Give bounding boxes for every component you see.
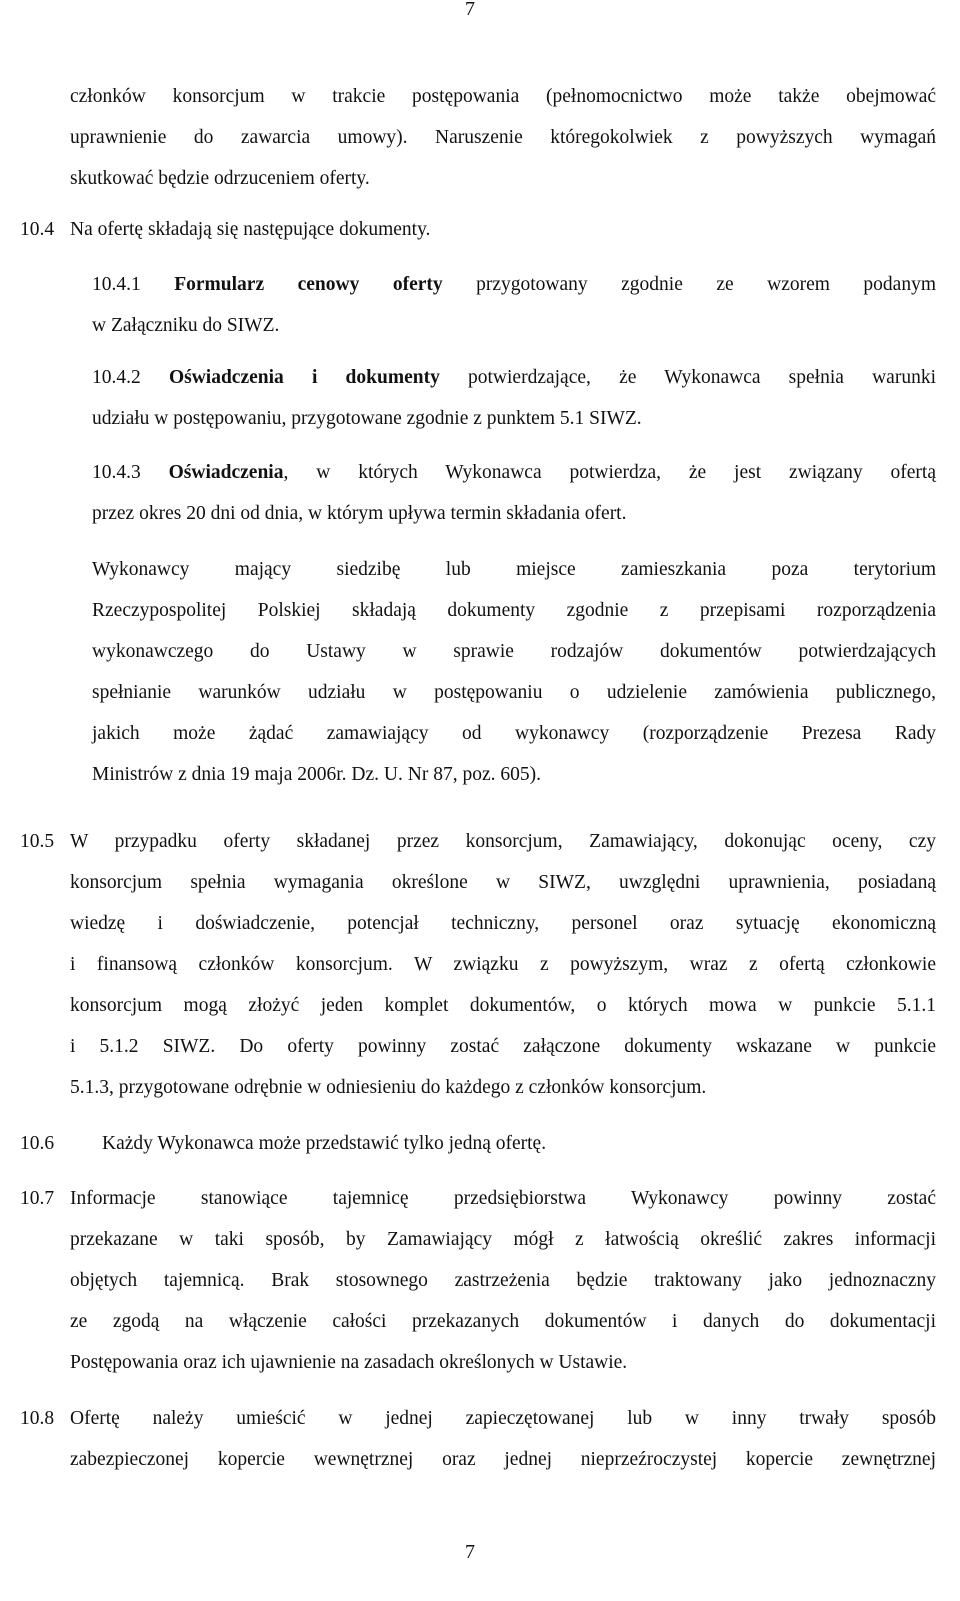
item-number: 10.4.2 — [92, 367, 141, 388]
text-line: Ofertę należy umieścić w jednej zapieczętowanej lub w inny trwały sposób — [70, 1408, 936, 1429]
text-line: ze zgodą na włączenie całości przekazanych dokumentów i danych do dokumentacji — [70, 1311, 936, 1332]
text-line: przekazane w taki sposób, by Zamawiający mógł z łatwością określić zakres informacji — [70, 1229, 936, 1250]
item-bold-title: Oświadczenia — [168, 462, 284, 483]
page-number-bottom: 7 — [465, 1541, 475, 1563]
section-text: Na ofertę składają się następujące dokumenty. — [70, 219, 431, 240]
section-number: 10.5 — [20, 831, 55, 852]
text-line: Ministrów z dnia 19 maja 2006r. Dz. U. Nr 87, poz. 605). — [92, 764, 541, 785]
item-10-4-2-line2: udziału w postępowaniu, przygotowane zgodnie z punktem 5.1 SIWZ. — [92, 408, 642, 429]
text-line: Wykonawcy mający siedzibę lub miejsce zamieszkania poza terytorium — [92, 559, 936, 580]
item-10-4-2-line — [92, 367, 936, 389]
text-line: Rzeczypospolitej Polskiej składają dokumenty zgodnie z przepisami rozporządzenia — [92, 600, 936, 621]
text-line: Informacje stanowiące tajemnicę przedsiębiorstwa Wykonawcy powinny zostać — [70, 1188, 936, 1209]
text-line: i 5.1.2 SIWZ. Do oferty powinny zostać załączone dokumenty wskazane w punkcie — [70, 1036, 936, 1057]
text-line: konsorcjum mogą złożyć jeden komplet dokumentów, o których mowa w punkcie 5.1.1 — [70, 995, 936, 1016]
item-number: 10.4.1 — [92, 274, 141, 295]
section-number: 10.4 — [20, 219, 55, 240]
section-text: Każdy Wykonawca może przedstawić tylko jedną ofertę. — [102, 1133, 547, 1154]
text-line: i finansową członków konsorcjum. W związku z powyższym, wraz z ofertą członkowie — [70, 954, 936, 975]
text-line: konsorcjum spełnia wymagania określone w SIWZ, uwzględni uprawnienia, posiadaną — [70, 872, 936, 893]
text-line: zabezpieczonej kopercie wewnętrznej oraz jednej nieprzeźroczystej kopercie zewnętrznej — [70, 1449, 936, 1470]
item-text: potwierdzające, że Wykonawca spełnia warunki — [468, 367, 936, 388]
text-line: objętych tajemnicą. Brak stosownego zastrzeżenia będzie traktowany jako jednoznaczny — [70, 1270, 936, 1291]
text-line: uprawnienie do zawarcia umowy). Naruszenie któregokolwiek z powyższych wymagań — [70, 127, 936, 148]
section-number: 10.7 — [20, 1188, 55, 1209]
item-number: 10.4.3 — [92, 462, 141, 483]
text-line: 5.1.3, przygotowane odrębnie w odniesieniu do każdego z członków konsorcjum. — [70, 1077, 707, 1098]
item-10-4-1-line2: w Załączniku do SIWZ. — [92, 315, 280, 336]
item-10-4-3-line — [92, 462, 936, 484]
text-line: spełnianie warunków udziału w postępowaniu o udzielenie zamówienia publicznego, — [92, 682, 936, 703]
text-line: jakich może żądać zamawiający od wykonawcy (rozporządzenie Prezesa Rady — [92, 723, 936, 744]
item-10-4-3-line2: przez okres 20 dni od dnia, w którym upływa termin składania ofert. — [92, 503, 627, 524]
text-line: Postępowania oraz ich ujawnienie na zasadach określonych w Ustawie. — [70, 1352, 628, 1373]
text-line: skutkować będzie odrzuceniem oferty. — [70, 168, 370, 189]
item-text: przygotowany zgodnie ze wzorem podanym — [476, 274, 937, 295]
text-line: członków konsorcjum w trakcie postępowania (pełnomocnictwo może także obejmować — [70, 86, 936, 107]
page-number-top: 7 — [465, 0, 475, 20]
section-number: 10.6 — [20, 1133, 55, 1154]
item-bold-title: Formularz cenowy oferty — [174, 274, 443, 295]
text-line: W przypadku oferty składanej przez konsorcjum, Zamawiający, dokonując oceny, czy — [70, 831, 936, 852]
item-10-4-1-line — [92, 274, 936, 296]
item-text: , w których Wykonawca potwierdza, że jest związany ofertą — [283, 462, 936, 483]
item-bold-title: Oświadczenia i dokumenty — [168, 367, 440, 388]
section-number: 10.8 — [20, 1408, 55, 1429]
text-line: wiedzę i doświadczenie, potencjał techniczny, personel oraz sytuację ekonomiczną — [70, 913, 936, 934]
text-line: wykonawczego do Ustawy w sprawie rodzajów dokumentów potwierdzających — [92, 641, 936, 662]
